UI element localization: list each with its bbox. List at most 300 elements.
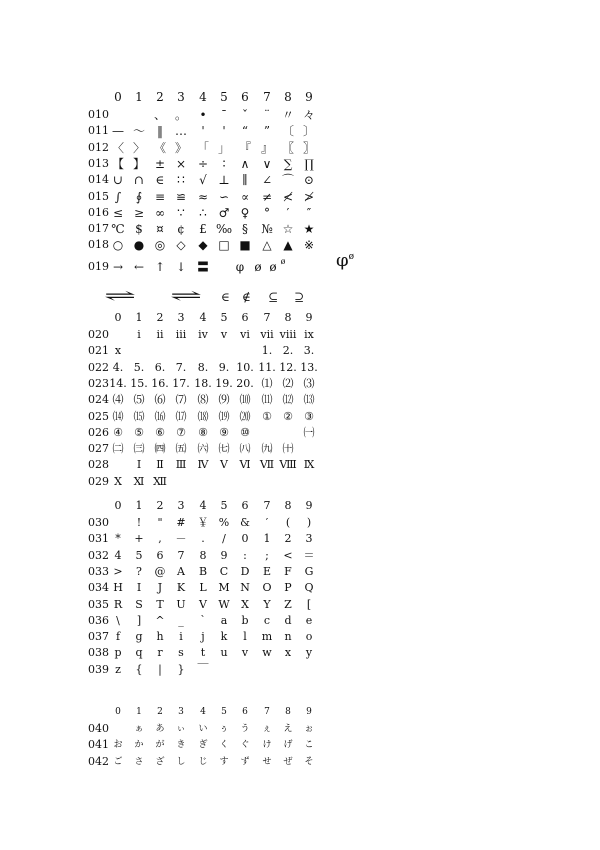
char-cell: ㈣ — [154, 442, 166, 456]
char-cell: 12. — [279, 360, 297, 374]
column-header: 7 — [263, 499, 271, 512]
column-header: 9 — [305, 499, 313, 512]
char-cell: ` — [200, 613, 206, 627]
char-cell: ˇ — [242, 108, 248, 122]
char-cell: ′ — [286, 205, 290, 220]
char-cell: < — [283, 548, 293, 562]
column-header: 4 — [200, 707, 206, 717]
row-code: 040 — [88, 722, 109, 735]
char-cell: ¢ — [177, 222, 185, 237]
row-code: 021 — [88, 344, 109, 358]
char-cell: ぉ — [304, 724, 314, 734]
column-header: 6 — [241, 311, 249, 324]
char-cell: l — [243, 630, 247, 644]
char-cell: ! — [136, 516, 142, 529]
char-cell: 〈 — [111, 140, 124, 155]
column-header: 0 — [115, 707, 121, 717]
char-cell: k — [220, 630, 228, 644]
char-cell: } — [177, 662, 185, 676]
equilibrium-arrow: ⇌ — [104, 286, 129, 305]
char-cell: ⑨ — [219, 425, 229, 439]
char-cell: Ⅱ — [156, 458, 164, 472]
char-cell: 〕 — [302, 124, 315, 139]
char-cell: ～ — [132, 124, 145, 139]
row-code: 023 — [88, 376, 109, 390]
row-code: 011 — [88, 124, 109, 138]
char-cell: ' — [222, 124, 226, 139]
row-code: 042 — [88, 754, 109, 768]
char-cell: ∷ — [177, 173, 185, 188]
char-cell: ø — [254, 260, 262, 274]
char-cell: ∶ — [222, 156, 226, 171]
char-cell: ∝ — [240, 189, 250, 204]
char-cell: ¯ — [221, 108, 227, 122]
char-cell: あ — [155, 724, 165, 734]
row-code: 025 — [88, 409, 109, 423]
char-cell: ( — [285, 516, 291, 529]
row-code: 012 — [88, 140, 109, 154]
char-cell: さ — [134, 756, 144, 767]
char-cell: ≌ — [175, 189, 187, 204]
char-cell: ≠ — [261, 189, 273, 204]
char-cell: ご — [113, 756, 123, 767]
char-cell: n — [284, 630, 292, 644]
char-cell: ] — [136, 613, 142, 627]
char-cell: ⑦ — [176, 425, 186, 439]
char-cell: 〃 — [281, 108, 294, 122]
char-cell: ⑧ — [198, 425, 208, 439]
char-cell: v — [241, 646, 249, 660]
char-cell: え — [283, 724, 293, 734]
table-row — [0, 171, 600, 189]
table-row — [0, 408, 600, 426]
row-code: 030 — [88, 516, 109, 529]
char-cell: ± — [154, 156, 166, 171]
row-code: 019 — [88, 260, 109, 273]
char-cell: Ⅹ — [114, 474, 122, 488]
char-cell: * — [115, 532, 121, 546]
char-cell: ≯ — [303, 189, 315, 204]
char-cell: ■ — [239, 238, 251, 253]
table-row — [0, 391, 600, 409]
char-cell: U — [176, 597, 186, 611]
char-cell: o — [305, 630, 313, 644]
char-cell: ¨ — [264, 108, 270, 122]
char-cell: … — [175, 124, 187, 139]
char-cell: ‖ — [157, 124, 163, 139]
char-cell: J — [157, 581, 163, 595]
char-cell: ≮ — [282, 189, 294, 204]
char-cell: viii — [279, 328, 297, 341]
column-header: 4 — [199, 499, 207, 512]
char-cell: い — [198, 724, 208, 734]
table-row — [0, 122, 600, 140]
char-cell: ㈠ — [303, 425, 315, 439]
char-cell: Ⅸ — [303, 458, 315, 472]
table-row — [0, 753, 600, 771]
char-cell: ″ — [306, 205, 312, 220]
char-cell: ④ — [113, 425, 123, 439]
char-cell: • — [199, 108, 207, 122]
char-cell: f — [115, 630, 121, 644]
table-row — [0, 375, 600, 393]
char-cell: か — [134, 740, 144, 751]
char-cell: | — [158, 662, 162, 676]
char-cell: 5 — [135, 548, 143, 562]
char-cell: A — [177, 564, 185, 578]
char-cell: ø — [269, 260, 277, 274]
char-cell: r — [157, 646, 163, 660]
char-cell: R — [113, 597, 123, 611]
char-cell: ㈩ — [282, 442, 294, 456]
column-header: 3 — [177, 499, 185, 512]
char-cell: & — [240, 516, 250, 529]
char-cell: u — [220, 646, 228, 660]
char-cell: £ — [199, 222, 207, 237]
char-cell: ㈥ — [197, 442, 209, 456]
char-cell: ○ — [112, 238, 124, 253]
char-cell: ≥ — [133, 205, 145, 220]
char-cell: § — [242, 222, 248, 237]
column-header: 1 — [136, 707, 142, 717]
row-code: 033 — [88, 564, 109, 578]
char-cell: B — [198, 564, 208, 578]
char-cell: ＝ — [303, 548, 315, 562]
char-cell: ⑵ — [282, 376, 294, 390]
char-cell: 6 — [156, 548, 164, 562]
table-row — [0, 579, 600, 597]
char-cell: 《 — [153, 140, 166, 155]
char-cell: ① — [262, 409, 272, 423]
char-cell: v — [220, 328, 228, 341]
char-cell: ≤ — [112, 205, 124, 220]
char-cell: 0 — [241, 532, 249, 546]
row-code: 026 — [88, 425, 109, 439]
char-cell: ⑴ — [261, 376, 273, 390]
phi-symbol — [336, 250, 354, 271]
row-code: 037 — [88, 630, 109, 644]
table-row — [0, 236, 600, 254]
char-cell: 7 — [177, 548, 185, 562]
char-cell: ← — [133, 260, 145, 274]
char-cell: ⑺ — [175, 393, 187, 407]
row-code: 039 — [88, 662, 109, 676]
char-cell: ◎ — [154, 238, 166, 253]
char-cell: ▲ — [283, 238, 293, 253]
table-row — [0, 204, 600, 222]
char-cell: ⑾ — [261, 393, 273, 407]
char-cell: i — [179, 630, 183, 644]
char-cell: ∧ — [240, 156, 250, 171]
char-cell: 8. — [197, 360, 209, 374]
char-cell: ∑ — [283, 156, 293, 171]
table-row — [0, 155, 600, 173]
char-cell: h — [156, 630, 164, 644]
column-header: 1 — [135, 90, 143, 104]
char-cell: Z — [284, 597, 292, 611]
column-header: 2 — [156, 311, 164, 324]
table-row — [0, 736, 600, 754]
char-cell: こ — [304, 740, 314, 751]
char-cell: 」 — [217, 140, 230, 155]
char-cell: ⒂ — [133, 409, 145, 423]
column-header: 6 — [242, 707, 248, 717]
char-cell: Y — [263, 597, 271, 611]
column-header: 4 — [199, 90, 207, 104]
char-cell: ⑿ — [282, 393, 294, 407]
char-cell: Ⅵ — [239, 458, 251, 472]
char-cell: ず — [240, 756, 250, 767]
char-cell: t — [200, 646, 206, 660]
char-cell: ⊥ — [218, 173, 230, 188]
column-header: 3 — [177, 90, 185, 104]
char-cell: L — [199, 581, 207, 595]
char-cell: ′ — [265, 516, 269, 529]
char-cell: N — [240, 581, 250, 595]
equilibrium-arrow: ⇌ — [170, 286, 195, 305]
char-cell: “ — [241, 124, 249, 139]
row-code: 016 — [88, 205, 109, 219]
char-cell: ⑷ — [112, 393, 124, 407]
column-header: 8 — [284, 311, 292, 324]
char-cell: × — [175, 156, 187, 171]
char-cell: W — [218, 597, 230, 611]
table-row — [0, 456, 600, 474]
char-cell: e — [305, 613, 313, 627]
row-code: 029 — [88, 474, 109, 488]
char-cell: 2. — [282, 344, 294, 358]
char-cell: ⌒ — [281, 173, 294, 188]
char-cell: x — [284, 646, 292, 660]
row-code: 031 — [88, 532, 109, 546]
set-operator: ∉ — [242, 290, 251, 304]
char-cell: 5. — [133, 360, 145, 374]
char-cell: → — [112, 260, 124, 274]
char-cell: ⒀ — [303, 393, 315, 407]
column-header: 2 — [156, 90, 164, 104]
char-cell: 18. — [194, 376, 212, 390]
char-cell: # — [176, 516, 186, 529]
char-cell: Ⅶ — [259, 458, 275, 472]
column-header: 5 — [220, 311, 228, 324]
char-cell: ∠ — [261, 173, 273, 188]
char-cell: ⑻ — [197, 393, 209, 407]
table-row — [0, 359, 600, 377]
table-row — [0, 220, 600, 238]
char-cell: ↓ — [175, 260, 187, 274]
char-cell: z — [115, 662, 121, 676]
char-cell: ) — [306, 516, 312, 529]
char-cell: じ — [198, 756, 208, 767]
char-cell: 4 — [114, 548, 122, 562]
char-cell: 8 — [199, 548, 207, 562]
char-cell: 2 — [284, 532, 292, 546]
table-row — [0, 106, 600, 124]
char-cell: d — [284, 613, 292, 627]
table-row — [0, 612, 600, 630]
char-cell: ø — [280, 257, 286, 266]
column-header: 1 — [135, 311, 143, 324]
column-header: 3 — [178, 707, 184, 717]
char-cell: Ⅷ — [279, 458, 297, 472]
char-cell: ⑸ — [133, 393, 145, 407]
char-cell: i — [137, 328, 141, 341]
char-cell: ぎ — [198, 740, 208, 751]
char-cell: 』 — [260, 140, 273, 155]
char-cell: □ — [218, 238, 230, 253]
char-cell: ÷ — [197, 156, 209, 171]
char-cell: ⒃ — [154, 409, 166, 423]
column-header: 1 — [135, 499, 143, 512]
char-cell: ' — [201, 124, 205, 139]
char-cell: a — [220, 613, 228, 627]
row-code: 022 — [88, 360, 109, 374]
char-cell: I — [136, 581, 142, 595]
char-cell: Ⅰ — [136, 458, 142, 472]
char-cell: $ — [135, 222, 143, 237]
char-cell: G — [304, 564, 314, 578]
table-row — [0, 596, 600, 614]
char-cell: け — [262, 740, 272, 751]
char-cell: お — [113, 740, 123, 751]
char-cell: C — [219, 564, 229, 578]
column-header: 2 — [157, 707, 163, 717]
row-code: 014 — [88, 173, 109, 187]
char-cell: 13. — [300, 360, 318, 374]
char-cell: ∏ — [304, 156, 314, 171]
char-cell: ⑽ — [239, 393, 251, 407]
char-cell: T — [156, 597, 164, 611]
phi-main: φ — [336, 250, 349, 271]
char-cell: b — [241, 613, 249, 627]
char-cell: ∮ — [135, 189, 143, 204]
column-header: 3 — [177, 311, 185, 324]
char-cell: △ — [262, 238, 272, 253]
char-cell: ⒆ — [218, 409, 230, 423]
char-cell: + — [134, 532, 144, 546]
char-cell: . — [201, 532, 205, 546]
char-cell: P — [284, 581, 292, 595]
char-cell: № — [261, 222, 273, 237]
char-cell: ② — [283, 409, 293, 423]
char-cell: 1. — [261, 344, 273, 358]
char-cell: 『 — [238, 140, 251, 155]
row-code: 024 — [88, 393, 109, 407]
row-code: 010 — [88, 108, 109, 121]
char-cell: － — [175, 532, 187, 546]
char-cell: ? — [136, 564, 142, 578]
char-cell: Ⅲ — [175, 458, 187, 472]
char-cell: ぐ — [240, 740, 250, 751]
row-code: 034 — [88, 581, 109, 595]
char-cell: j — [201, 630, 205, 644]
char-cell: Q — [304, 581, 314, 595]
char-cell: ● — [133, 238, 145, 253]
char-cell: 〗 — [302, 140, 315, 155]
char-cell: ∽ — [218, 189, 230, 204]
char-cell: : — [243, 548, 247, 562]
char-cell: ぜ — [283, 756, 293, 767]
char-cell: ⒅ — [197, 409, 209, 423]
row-code: 020 — [88, 328, 109, 341]
table-row — [0, 188, 600, 206]
char-cell: 9 — [220, 548, 228, 562]
char-cell: 〔 — [281, 124, 294, 139]
char-cell: Ⅴ — [220, 458, 228, 472]
char-cell: D — [240, 564, 250, 578]
char-cell: / — [222, 532, 226, 546]
column-header: 0 — [114, 90, 122, 104]
char-cell: 19. — [215, 376, 233, 390]
row-code: 013 — [88, 156, 109, 170]
column-header: 9 — [306, 707, 312, 717]
table-row — [0, 326, 600, 344]
column-header: 0 — [114, 499, 122, 512]
char-cell: げ — [283, 740, 293, 751]
char-cell: Ⅳ — [197, 458, 209, 472]
char-cell: " — [157, 516, 163, 529]
table-row — [0, 628, 600, 646]
phi-superscript: ø — [348, 252, 355, 262]
column-header: 8 — [285, 707, 291, 717]
char-cell: 〓 — [196, 260, 209, 274]
char-cell: ∫ — [114, 189, 122, 204]
char-cell: H — [113, 581, 123, 595]
char-cell: φ — [235, 260, 245, 274]
char-cell: ㈨ — [261, 442, 273, 456]
char-cell: iv — [198, 328, 208, 341]
column-header: 4 — [199, 311, 207, 324]
table-row — [0, 342, 600, 360]
char-cell: ∨ — [262, 156, 272, 171]
char-cell: S — [135, 597, 143, 611]
char-cell: 3 — [305, 532, 313, 546]
table-row — [0, 720, 600, 738]
column-header: 9 — [305, 90, 313, 104]
arrows-and-set-row — [100, 286, 520, 306]
table-row — [0, 530, 600, 548]
char-cell: 4. — [112, 360, 124, 374]
char-cell: , — [158, 532, 162, 546]
column-header: 6 — [241, 90, 249, 104]
char-cell: ≈ — [197, 189, 209, 204]
set-operator: ⊆ — [268, 290, 279, 304]
column-header: 0 — [114, 311, 122, 324]
char-cell: M — [218, 581, 230, 595]
row-code: 015 — [88, 189, 109, 203]
column-header: 7 — [263, 90, 271, 104]
char-cell: 16. — [151, 376, 169, 390]
char-cell: 10. — [236, 360, 254, 374]
char-cell: √ — [199, 173, 207, 188]
char-cell: ↑ — [154, 260, 166, 274]
char-cell: そ — [304, 756, 314, 767]
char-cell: vi — [240, 328, 250, 341]
char-cell: 6. — [154, 360, 166, 374]
table-row — [0, 473, 600, 491]
char-cell: ♀ — [240, 205, 250, 220]
char-cell: う — [240, 724, 250, 734]
char-cell: ⒁ — [112, 409, 124, 423]
row-code: 032 — [88, 548, 109, 562]
column-header: 6 — [241, 499, 249, 512]
table-row — [0, 440, 600, 458]
char-cell: @ — [154, 564, 166, 578]
char-cell: ii — [156, 328, 164, 341]
char-cell: ⑹ — [154, 393, 166, 407]
column-header-row — [0, 497, 600, 515]
char-cell: ★ — [303, 222, 315, 237]
